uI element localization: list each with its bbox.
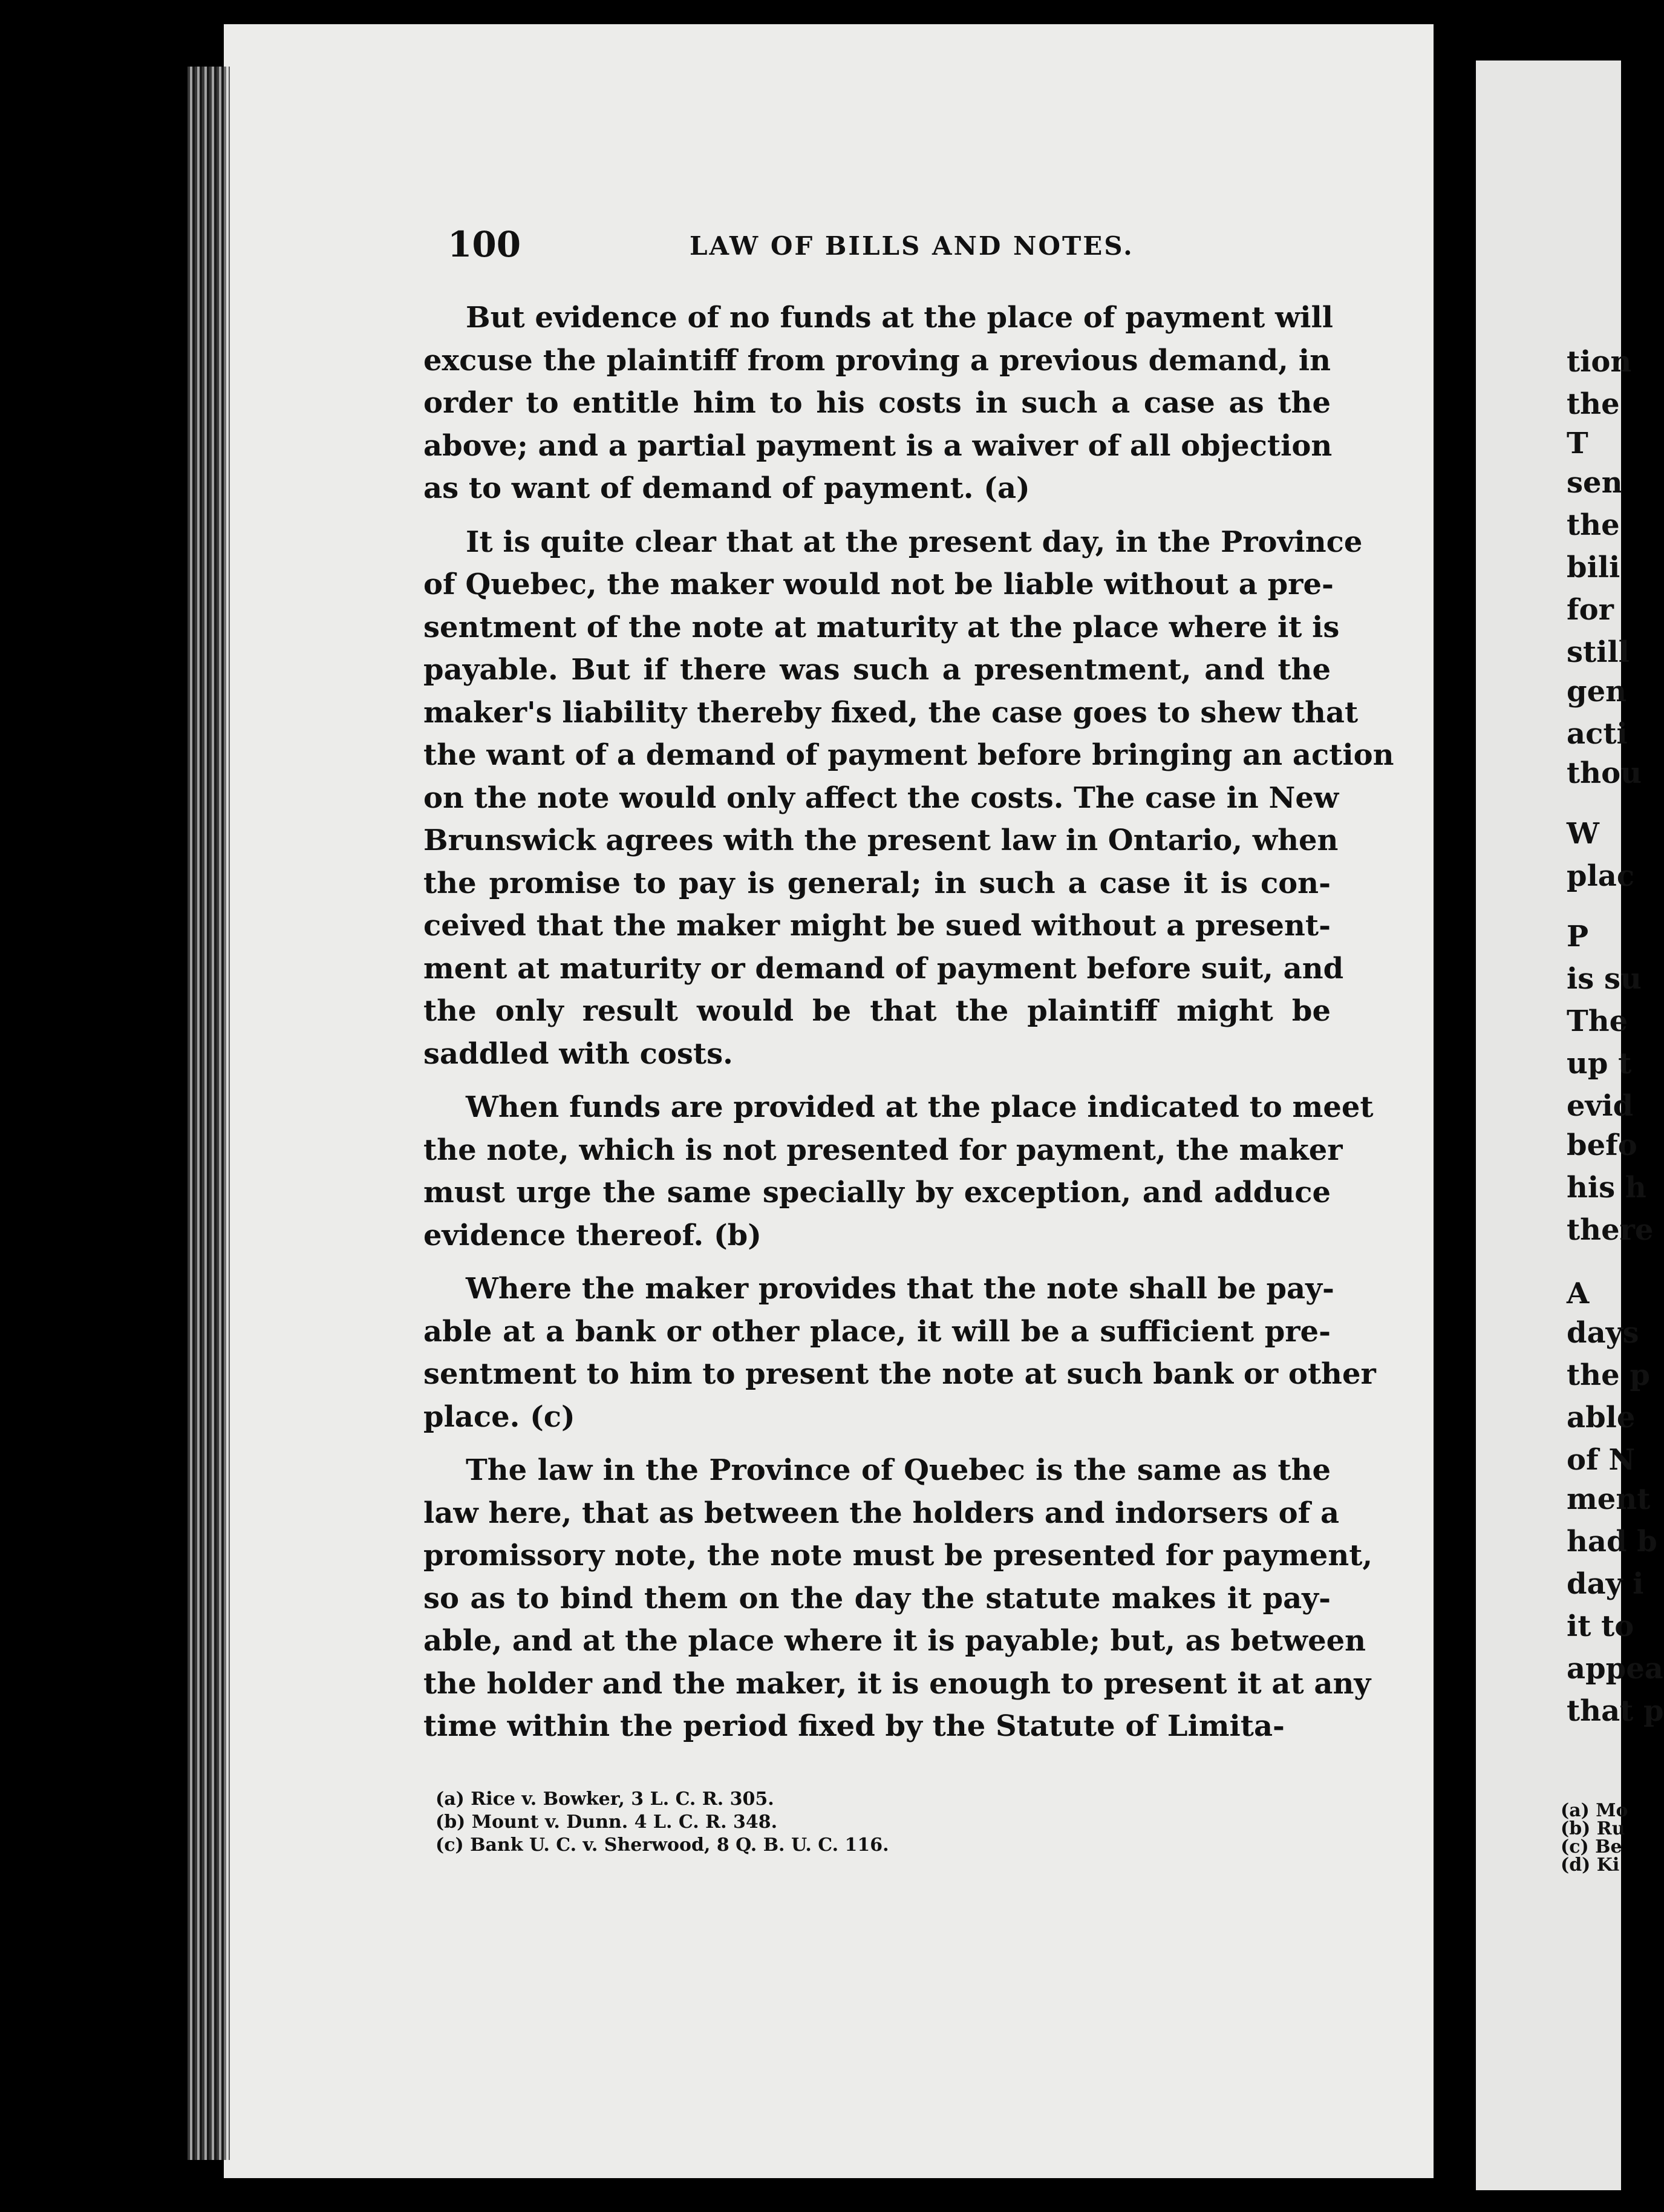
paragraph xyxy=(423,1449,1373,1748)
text-line: order to entitle him to his costs in such a case as the xyxy=(423,386,1331,420)
running-head xyxy=(448,224,1294,278)
text-line: excuse the plaintiff from proving a previous demand, in xyxy=(423,343,1331,378)
right-page-line: T xyxy=(1567,427,1588,460)
right-page-line: sen xyxy=(1567,466,1623,500)
text-line: evidence thereof. (b) xyxy=(423,1218,762,1252)
text-line: promissory note, the note must be presented for payment, xyxy=(423,1539,1373,1572)
text-line: of Quebec, the maker would not be liable without a pre- xyxy=(423,568,1334,601)
text-line: Where the maker provides that the note shall be pay- xyxy=(466,1272,1334,1306)
text-line: the note, which is not presented for payment, the maker xyxy=(423,1133,1343,1167)
right-page-line: still xyxy=(1567,635,1630,669)
text-line: the promise to pay is general; in such a case it is con- xyxy=(423,866,1331,900)
page-edges xyxy=(188,67,230,2160)
right-page-line: for xyxy=(1567,593,1614,627)
right-page-line: is su xyxy=(1567,962,1642,996)
right-page-line: the xyxy=(1567,508,1620,542)
right-page-line: the p xyxy=(1567,1358,1650,1392)
right-page-line: his h xyxy=(1567,1171,1646,1205)
right-page-line: ment xyxy=(1567,1482,1651,1516)
text-line: the want of a demand of payment before bringing an action xyxy=(423,738,1394,772)
right-page-line: tion xyxy=(1567,345,1632,379)
text-line: When funds are provided at the place indicated to meet xyxy=(466,1090,1374,1124)
right-page-footnote: (c) Be xyxy=(1561,1836,1622,1857)
right-page-line: of N xyxy=(1567,1443,1636,1477)
running-title: LAW OF BILLS AND NOTES. xyxy=(690,231,1134,261)
right-page-line: the xyxy=(1567,387,1620,421)
text-line: able at a bank or other place, it will be a sufficient pre- xyxy=(423,1314,1331,1349)
paragraph xyxy=(423,1086,1374,1257)
right-page-line: acti xyxy=(1567,717,1628,751)
text-line: saddled with costs. xyxy=(423,1036,733,1071)
text-line: ceived that the maker might be sued without a present- xyxy=(423,909,1331,943)
text-line: sentment of the note at maturity at the place where it is xyxy=(423,610,1340,644)
right-page-line: able xyxy=(1567,1401,1636,1435)
text-line: the holder and the maker, it is enough to present it at any xyxy=(423,1666,1371,1701)
right-page-line: gen xyxy=(1567,675,1626,708)
text-line: ment at maturity or demand of payment before suit, and xyxy=(423,951,1344,986)
right-page-line: thou xyxy=(1567,756,1642,790)
right-page-line: P xyxy=(1567,920,1589,954)
text-line: the only result would be that the plaintiff might be xyxy=(423,994,1331,1028)
paragraph xyxy=(423,296,1331,510)
right-page-line: had b xyxy=(1567,1525,1657,1559)
right-page-line: it to xyxy=(1567,1609,1634,1643)
footnote-b: (b) Mount v. Dunn. 4 L. C. R. 348. xyxy=(436,1811,778,1833)
footnotes xyxy=(436,1788,1101,1857)
right-page-line: A xyxy=(1567,1277,1590,1311)
text-line: place. (c) xyxy=(423,1399,575,1434)
right-page-line: W xyxy=(1567,817,1599,851)
right-page-line: bili xyxy=(1567,551,1620,584)
text-line: It is quite clear that at the present day, in the Province xyxy=(466,525,1363,559)
text-line: able, and at the place where it is payable; but, as between xyxy=(423,1624,1366,1658)
text-line: so as to bind them on the day the statute makes it pay- xyxy=(423,1581,1331,1615)
text-line: The law in the Province of Quebec is the same as the xyxy=(466,1453,1331,1487)
right-page-line: The xyxy=(1567,1004,1628,1038)
footnote-c: (c) Bank U. C. v. Sherwood, 8 Q. B. U. C. 116. xyxy=(436,1834,889,1856)
text-line: law here, that as between the holders and indorsers of a xyxy=(423,1496,1340,1530)
right-page-line: days xyxy=(1567,1316,1639,1350)
text-line: must urge the same specially by exception, and adduce xyxy=(423,1176,1331,1209)
right-page-line: plac xyxy=(1567,859,1635,893)
right-page-footnote: (a) Mo xyxy=(1561,1800,1628,1821)
right-page-line: that p xyxy=(1567,1694,1664,1728)
right-page-footnote: (d) Ki xyxy=(1561,1854,1620,1876)
text-line: payable. But if there was such a presentment, and the xyxy=(423,653,1331,687)
right-page-line: befo xyxy=(1567,1128,1637,1162)
paragraph xyxy=(423,521,1394,1076)
right-page-footnote: (b) Ru xyxy=(1561,1818,1625,1839)
right-page-line: evid xyxy=(1567,1089,1634,1123)
right-page-line: up t xyxy=(1567,1047,1632,1081)
text-line: above; and a partial payment is a waiver of all objection xyxy=(423,428,1333,463)
right-page-line: appea xyxy=(1567,1652,1663,1686)
text-line: time within the period fixed by the Statute of Limita- xyxy=(423,1709,1285,1743)
body-text xyxy=(423,296,1394,1759)
right-page-line: there xyxy=(1567,1213,1654,1247)
text-line: sentment to him to present the note at such bank or other xyxy=(423,1357,1376,1391)
text-line: on the note would only affect the costs. The case in New xyxy=(423,780,1339,815)
page-number: 100 xyxy=(448,224,521,265)
text-line: as to want of demand of payment. (a) xyxy=(423,471,1030,505)
text-line: maker's liability thereby fixed, the case goes to shew that xyxy=(423,695,1359,730)
paragraph xyxy=(423,1268,1376,1438)
text-line: But evidence of no funds at the place of payment will xyxy=(466,301,1333,335)
text-line: Brunswick agrees with the present law in Ontario, when xyxy=(423,823,1339,857)
right-page-line: day i xyxy=(1567,1567,1644,1601)
footnote-a: (a) Rice v. Bowker, 3 L. C. R. 305. xyxy=(436,1788,774,1810)
